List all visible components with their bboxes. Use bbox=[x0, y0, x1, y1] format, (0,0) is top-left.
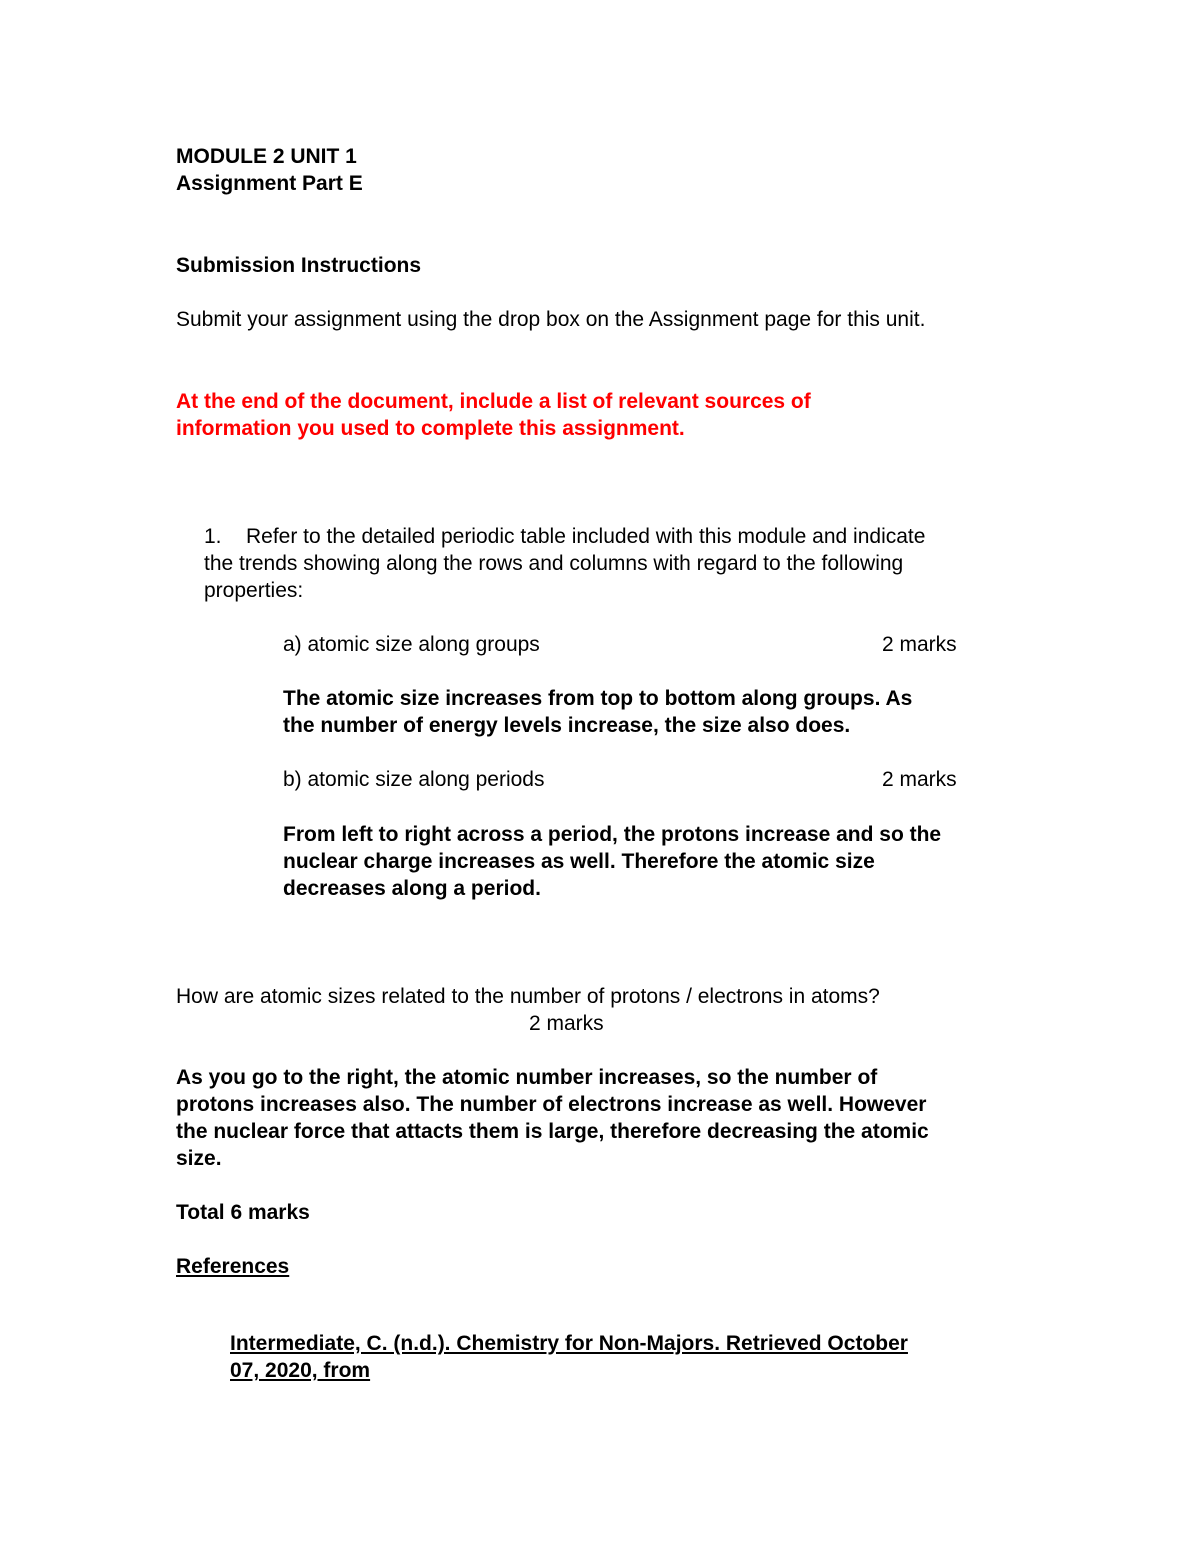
question-2-marks: 2 marks bbox=[529, 1012, 604, 1035]
question-2-answer-line-3: the nuclear force that attacts them is large, therefore decreasing the atomic bbox=[176, 1120, 929, 1143]
reference-entry-line-1: Intermediate, C. (n.d.). Chemistry for Non-Majors. Retrieved October bbox=[230, 1332, 908, 1355]
question-2-answer-line-2: protons increases also. The number of electrons increase as well. However bbox=[176, 1093, 927, 1116]
total-marks: Total 6 marks bbox=[176, 1201, 310, 1224]
reference-entry-line-2: 07, 2020, from bbox=[230, 1359, 371, 1382]
question-2-text: How are atomic sizes related to the number of protons / electrons in atoms? bbox=[176, 985, 880, 1008]
part-b-label: b) atomic size along periods bbox=[283, 768, 545, 791]
question-1-line-3: properties: bbox=[204, 579, 304, 602]
sources-warning-line-1: At the end of the document, include a list of relevant sources of bbox=[176, 390, 811, 413]
question-2-answer-line-1: As you go to the right, the atomic number increases, so the number of bbox=[176, 1066, 878, 1089]
question-1-number: 1. bbox=[204, 525, 222, 548]
part-b-answer-line-2: nuclear charge increases as well. Therefore the atomic size bbox=[283, 850, 875, 873]
references-heading: References bbox=[176, 1255, 290, 1278]
part-b-answer-line-3: decreases along a period. bbox=[283, 877, 541, 900]
part-a-label: a) atomic size along groups bbox=[283, 633, 540, 656]
part-a-marks: 2 marks bbox=[882, 633, 957, 656]
part-a-answer-line-2: the number of energy levels increase, the size also does. bbox=[283, 714, 851, 737]
assignment-title: Assignment Part E bbox=[176, 172, 363, 195]
part-a-answer-line-1: The atomic size increases from top to bottom along groups. As bbox=[283, 687, 913, 710]
sources-warning-line-2: information you used to complete this assignment. bbox=[176, 417, 685, 440]
submission-text: Submit your assignment using the drop box on the Assignment page for this unit. bbox=[176, 308, 926, 331]
question-2-answer-line-4: size. bbox=[176, 1147, 222, 1170]
part-b-marks: 2 marks bbox=[882, 768, 957, 791]
question-1-line-2: the trends showing along the rows and columns with regard to the following bbox=[204, 552, 904, 575]
question-1-line-1: Refer to the detailed periodic table included with this module and indicate bbox=[246, 525, 926, 548]
submission-heading: Submission Instructions bbox=[176, 254, 422, 277]
module-title: MODULE 2 UNIT 1 bbox=[176, 145, 357, 168]
part-b-answer-line-1: From left to right across a period, the protons increase and so the bbox=[283, 823, 942, 846]
